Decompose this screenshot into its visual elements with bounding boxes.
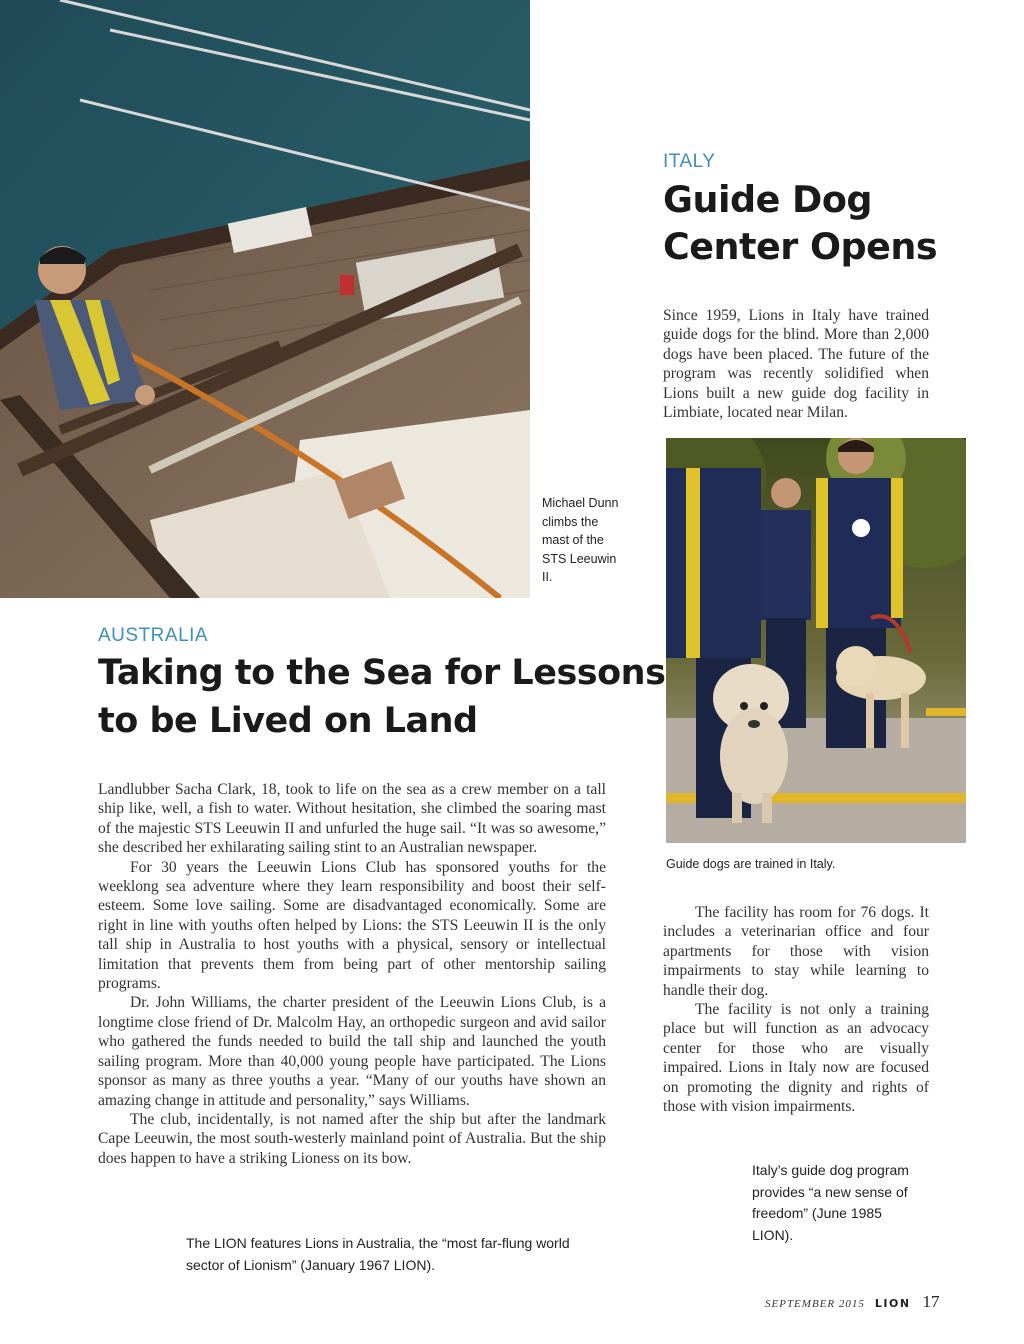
australia-paragraph-3: Dr. John Williams, the charter president of the Leeuwin Lions Club, is a longtime close friend of Dr. Malcolm Hay, an orthopedic surgeon and avid sailor who gathered the funds needed to build the tall ship and launched the youth sailing program. More than 40,000 young people have participated. The Lions sponsor as many as three youths a year. “Many of our youths have shown an amazing change in attitude and personality,” says Williams. — [98, 994, 606, 1109]
australia-headline-line2: to be Lived on Land — [98, 701, 478, 741]
australia-headline — [98, 649, 665, 745]
guide-dogs-photo — [666, 438, 966, 843]
italy-headline-line2: Center Opens — [663, 225, 938, 268]
footer-magazine: LION — [874, 1297, 911, 1310]
footer-issue: SEPTEMBER 2015 — [765, 1298, 865, 1310]
italy-kicker: ITALY — [663, 151, 716, 172]
italy-headline — [663, 176, 937, 270]
ship-photo-caption: Michael Dunn climbs the mast of the STS Leeuwin II. — [542, 496, 619, 584]
australia-headline-line1: Taking to the Sea for Lessons — [98, 653, 666, 693]
footer-page-number: 17 — [922, 1292, 940, 1311]
italy-intro-text: Since 1959, Lions in Italy have trained guide dogs for the blind. More than 2,000 dogs have been placed. The future of the program was recently solidified when Lions built a new guide dog facility in Limbiate, located near Milan. — [663, 307, 929, 422]
dogs-photo-caption: Guide dogs are trained in Italy. — [666, 857, 836, 871]
italy-paragraph-2: The facility is not only a training place but will function as an advocacy center for those who are visually impaired. Lions in Italy now are focused on promoting the dignity and rights of those with vision impairments. — [663, 1001, 929, 1116]
australia-paragraph-4: The club, incidentally, is not named after the ship but after the landmark Cape Leeuwin, the most south-westerly mainland point of Australia. But the ship does happen to have a striking Lioness on its bow. — [98, 1110, 606, 1167]
page-footer — [765, 1292, 940, 1312]
ship-mast-illustration — [0, 0, 530, 598]
guide-dogs-illustration — [666, 438, 966, 843]
australia-paragraph-1: Landlubber Sacha Clark, 18, took to life on the sea as a crew member on a tall ship like, well, a fish to water. Without hesitation, she climbed the soaring mast of the majestic STS Leeuwin II and unfurled the huge sail. “It was so awesome,” she described her exhilarating sailing stint to an Australian newspaper. — [98, 781, 606, 857]
australia-kicker: AUSTRALIA — [98, 625, 209, 646]
australia-body — [98, 780, 606, 1168]
ship-mast-photo — [0, 0, 530, 598]
italy-headline-line1: Guide Dog — [663, 178, 873, 221]
australia-sidebar-note: The LION features Lions in Australia, the “most far-flung world sector of Lionism” (January 1967 LION). — [186, 1235, 570, 1273]
italy-intro — [663, 306, 929, 422]
italy-body — [663, 903, 929, 1116]
italy-paragraph-1: The facility has room for 76 dogs. It includes a veterinarian office and four apartments for those with vision impairments to stay while learning to handle their dog. — [663, 904, 929, 999]
italy-sidebar-note: Italy’s guide dog program provides “a new sense of freedom” (June 1985 LION). — [752, 1162, 909, 1243]
australia-paragraph-2: For 30 years the Leeuwin Lions Club has sponsored youths for the weeklong sea adventure where they learn responsibility and boost their self-esteem. Some love sailing. Some are disadvantaged economically. Some are right in line with youths often helped by Lions: the STS Leeuwin II is the only tall ship in Australia to host youths with a physical, sensory or intellectual limitation that prevents them from being part of other mentorship sailing programs. — [98, 858, 606, 993]
